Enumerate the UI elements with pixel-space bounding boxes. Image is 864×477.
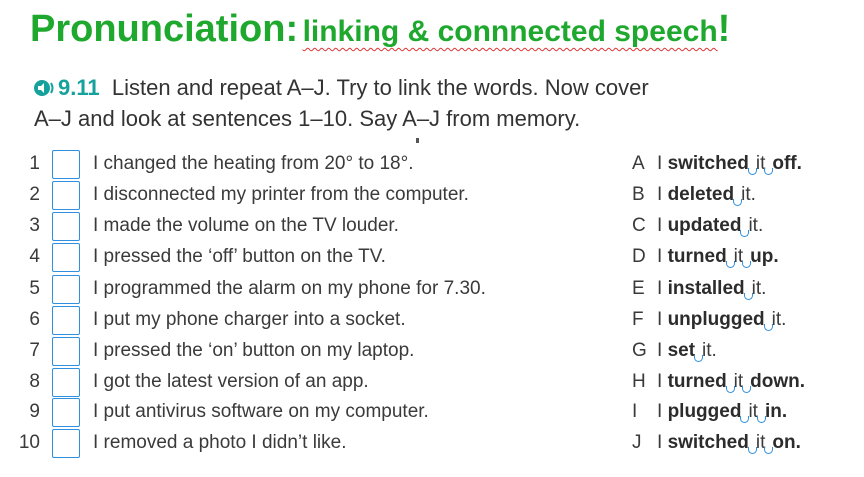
sentence-text: I pressed the ‘on’ button on my laptop. xyxy=(93,340,415,361)
title-main: Pronunciation xyxy=(30,8,286,50)
instruction-text-1: Listen and repeat A–J. Try to link the words. Now cover xyxy=(111,75,649,100)
answer-pronoun: I xyxy=(657,215,663,236)
exercise-row xyxy=(0,398,864,428)
answer-word: turned xyxy=(667,246,727,267)
answer-letter: C xyxy=(632,215,646,236)
exercise-row xyxy=(0,150,864,180)
answer-word: it xyxy=(755,432,766,453)
item-number: 6 xyxy=(29,309,40,330)
item-number: 3 xyxy=(29,215,40,236)
item-number: 7 xyxy=(29,340,40,361)
answer-pronoun: I xyxy=(657,340,663,361)
item-number: 8 xyxy=(29,371,40,392)
title-colon: : xyxy=(285,8,299,50)
answer-phrase xyxy=(657,432,801,454)
answer-pronoun: I xyxy=(657,184,663,205)
instruction-line-2: A–J and look at sentences 1–10. Say A–J from memory. xyxy=(34,106,581,131)
answer-word: down. xyxy=(750,371,806,392)
instruction-line-1 xyxy=(34,72,649,103)
item-number: 4 xyxy=(29,246,40,267)
answer-letter: H xyxy=(632,371,646,392)
answer-word: set xyxy=(667,340,696,361)
exercise-row xyxy=(0,243,864,273)
answer-word: deleted xyxy=(667,184,735,205)
exercise-row xyxy=(0,337,864,367)
answer-box[interactable] xyxy=(52,243,80,272)
answer-box[interactable] xyxy=(52,275,80,304)
item-number: 5 xyxy=(29,278,40,299)
sentence-text: I pressed the ‘off’ button on the TV. xyxy=(93,246,386,267)
answer-pronoun: I xyxy=(657,278,663,299)
item-number: 9 xyxy=(29,401,40,422)
sentence-text: I disconnected my printer from the computer. xyxy=(93,184,469,205)
sentence-text: I changed the heating from 20° to 18°. xyxy=(93,153,414,174)
answer-word: it xyxy=(733,246,744,267)
sentence-text: I got the latest version of an app. xyxy=(93,371,369,392)
answer-pronoun: I xyxy=(657,153,663,174)
answer-phrase xyxy=(657,278,766,300)
title-subtitle: linking & connnected speech xyxy=(302,15,718,48)
answer-word: it xyxy=(755,153,766,174)
answer-word: it. xyxy=(741,184,756,205)
answer-word: on. xyxy=(772,432,801,453)
answer-letter: A xyxy=(632,153,645,174)
answer-word: updated xyxy=(667,215,742,236)
answer-box[interactable] xyxy=(52,368,80,397)
item-number: 2 xyxy=(29,184,40,205)
page-title xyxy=(30,8,730,51)
answer-letter: G xyxy=(632,340,647,361)
exercise-row xyxy=(0,368,864,398)
answer-phrase xyxy=(657,246,779,268)
answer-box[interactable] xyxy=(52,212,80,241)
sentence-text: I put antivirus software on my computer. xyxy=(93,401,429,422)
answer-word: it xyxy=(748,401,758,422)
answer-pronoun: I xyxy=(657,401,663,422)
exercise-row xyxy=(0,429,864,459)
answer-box[interactable] xyxy=(52,306,80,335)
answer-word: off. xyxy=(772,153,802,174)
sentence-text: I put my phone charger into a socket. xyxy=(93,309,406,330)
answer-phrase xyxy=(657,184,756,206)
answer-word: switched xyxy=(667,153,749,174)
answer-word: plugged xyxy=(667,401,742,422)
answer-letter: F xyxy=(632,309,644,330)
answer-box[interactable] xyxy=(52,429,80,458)
answer-word: turned xyxy=(667,371,727,392)
item-number: 1 xyxy=(29,153,40,174)
track-number: 9.11 xyxy=(58,75,100,100)
exercise-row xyxy=(0,275,864,305)
answer-phrase xyxy=(657,340,717,362)
answer-word: in. xyxy=(764,401,788,422)
sentence-text: I programmed the alarm on my phone for 7.30. xyxy=(93,278,486,299)
answer-box[interactable] xyxy=(52,398,80,427)
exercise-row xyxy=(0,181,864,211)
answer-phrase xyxy=(657,401,787,423)
title-exclamation: ! xyxy=(717,8,731,50)
answer-word: up. xyxy=(750,246,779,267)
answer-letter: J xyxy=(632,432,642,453)
answer-word: it. xyxy=(771,309,787,330)
answer-box[interactable] xyxy=(52,150,80,179)
exercise-row xyxy=(0,212,864,242)
answer-word: it. xyxy=(748,215,764,236)
answer-phrase xyxy=(657,371,805,393)
answer-pronoun: I xyxy=(657,246,663,267)
answer-word: switched xyxy=(667,432,749,453)
answer-pronoun: I xyxy=(657,432,663,453)
answer-phrase xyxy=(657,215,763,237)
answer-box[interactable] xyxy=(52,181,80,210)
exercise-row xyxy=(0,306,864,336)
answer-phrase xyxy=(657,153,802,175)
answer-phrase xyxy=(657,309,786,331)
answer-word: it. xyxy=(751,278,767,299)
answer-letter: B xyxy=(632,184,645,205)
answer-box[interactable] xyxy=(52,337,80,366)
answer-letter: I xyxy=(632,401,638,422)
answer-letter: E xyxy=(632,278,645,299)
decorative-dot xyxy=(416,138,419,143)
answer-pronoun: I xyxy=(657,371,663,392)
answer-pronoun: I xyxy=(657,309,663,330)
answer-word: installed xyxy=(667,278,745,299)
answer-word: it xyxy=(733,371,744,392)
answer-word: unplugged xyxy=(667,309,765,330)
instructions xyxy=(34,72,649,134)
audio-speaker-icon[interactable] xyxy=(34,78,56,98)
answer-word: it. xyxy=(702,340,717,361)
answer-letter: D xyxy=(632,246,646,267)
item-number: 10 xyxy=(18,432,40,453)
sentence-text: I made the volume on the TV louder. xyxy=(93,215,399,236)
sentence-text: I removed a photo I didn’t like. xyxy=(93,432,347,453)
